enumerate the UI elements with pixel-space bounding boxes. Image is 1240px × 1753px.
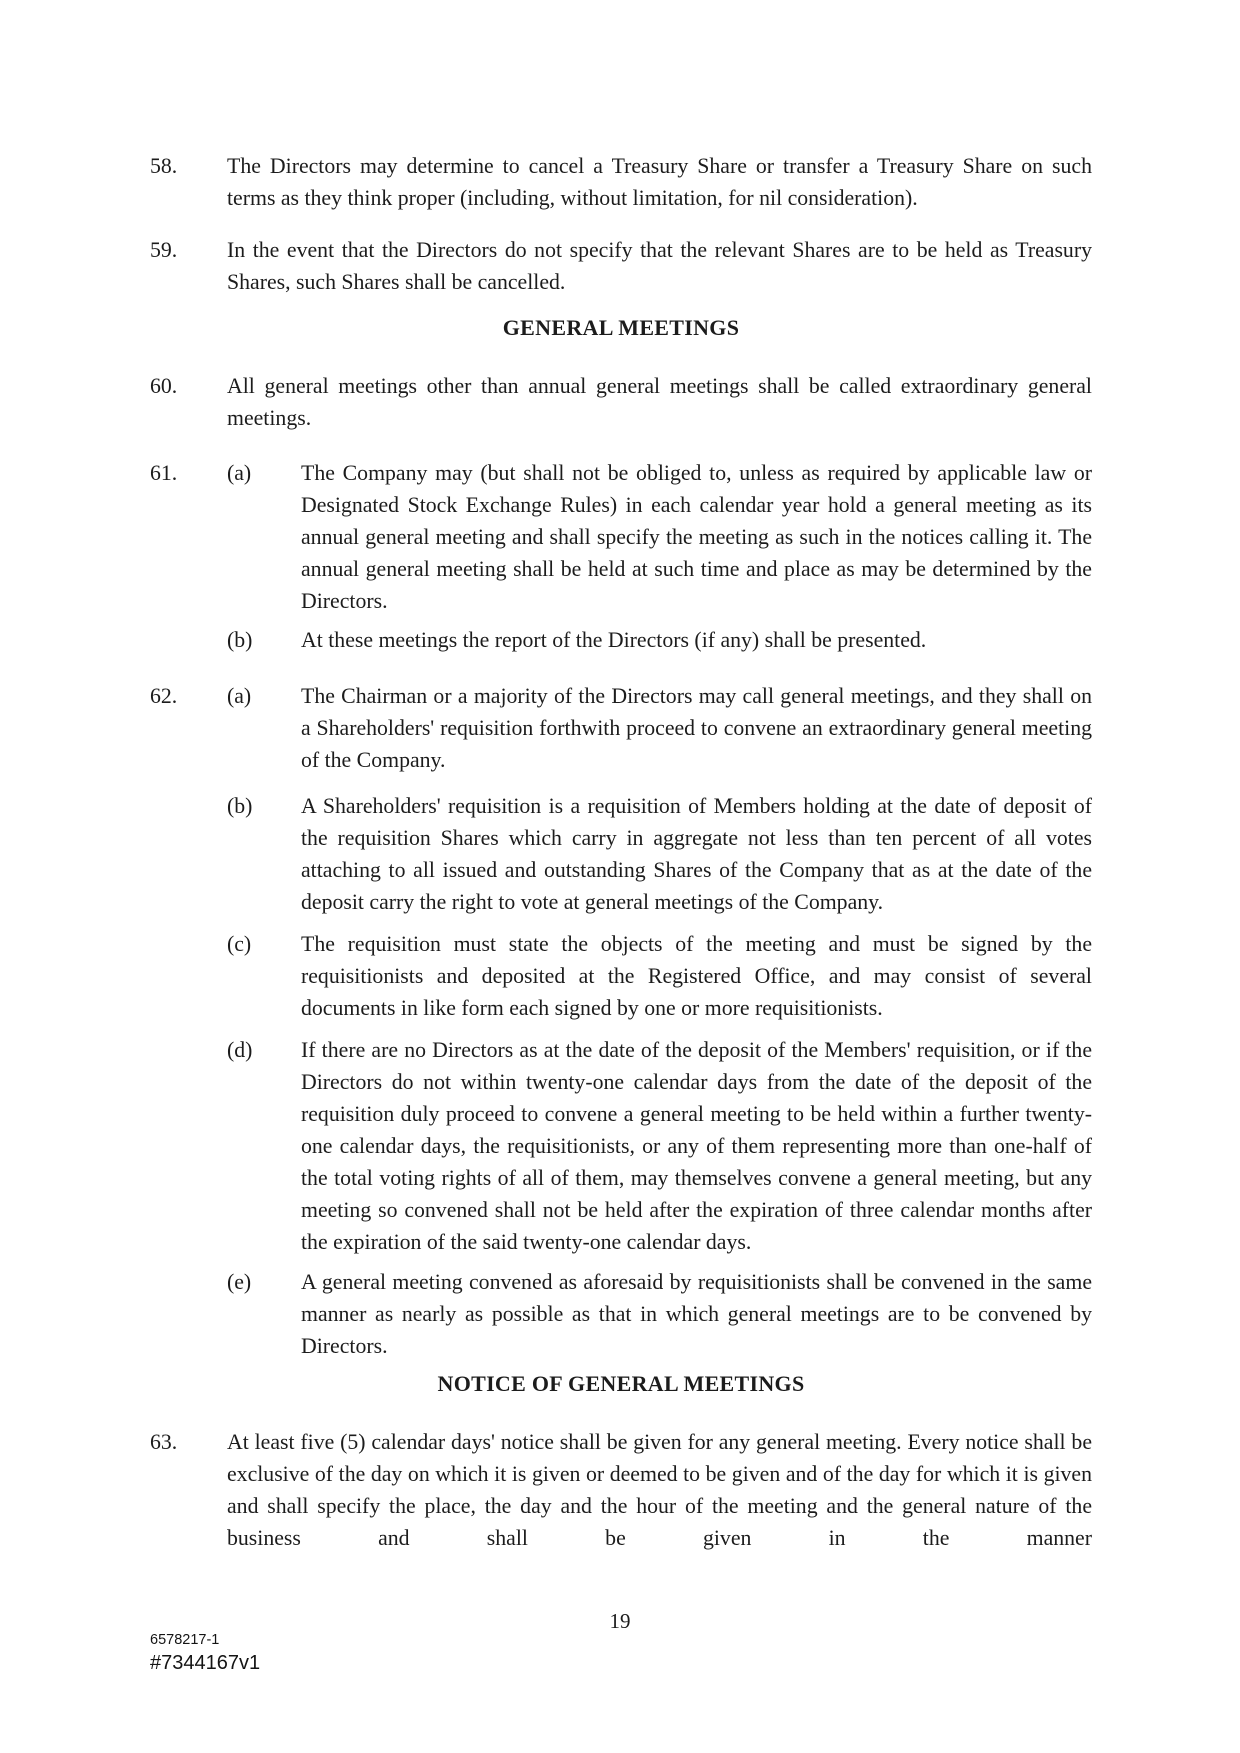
clause-59 — [150, 234, 1092, 298]
page-footer — [150, 1630, 260, 1676]
clause-61b-text: At these meetings the report of the Directors (if any) shall be presented. — [301, 628, 927, 652]
clause-60 — [150, 370, 1092, 434]
clause-59-text: In the event that the Directors do not specify that the relevant Shares are to be held as Treasury Shares, such Shares shall be cancelled. — [227, 238, 1092, 294]
page-number: 19 — [609, 1609, 631, 1633]
clause-63-number: 63. — [150, 1430, 178, 1454]
clause-61-number: 61. — [150, 461, 178, 485]
clause-62e — [150, 1266, 1092, 1362]
clause-62b — [150, 790, 1092, 918]
clause-61b — [150, 624, 1092, 656]
clause-61a — [150, 457, 1092, 617]
clause-62e-text: A general meeting convened as aforesaid by requisitionists shall be convened in the same manner as nearly as possible as that in which general meetings are to be convened by Directors. — [301, 1270, 1092, 1358]
clause-62d-text: If there are no Directors as at the date of the deposit of the Members' requisition, or if the Directors do not within twenty-one calendar days from the date of the deposit of the requisition duly proceed to convene a general meeting to be held within a further twenty-one calendar days, the requisitionists, or any of them representing more than one-half of the total voting rights of all of them, may themselves convene a general meeting, but any meeting so convened shall not be held after the expiration of three calendar months after the expiration of the said twenty-one calendar days. — [301, 1038, 1092, 1254]
clause-62-number: 62. — [150, 684, 178, 708]
clause-62e-letter: (e) — [227, 1270, 252, 1294]
footer-version-stamp: #7344167v1 — [150, 1652, 261, 1674]
clause-62a-letter: (a) — [227, 684, 252, 708]
clause-58-number: 58. — [150, 154, 178, 178]
clause-62c — [150, 928, 1092, 1024]
clause-62c-text: The requisition must state the objects of the meeting and must be signed by the requisitionists and deposited at the Registered Office, and may consist of several documents in like form each signed by one or more requisitionists. — [301, 932, 1092, 1020]
clause-58 — [150, 150, 1092, 214]
clause-62d — [150, 1034, 1092, 1258]
section-heading-general-meetings: GENERAL MEETINGS — [502, 315, 740, 340]
clause-62d-letter: (d) — [227, 1038, 253, 1062]
clause-60-text: All general meetings other than annual general meetings shall be called extraordinary general meetings. — [227, 374, 1092, 430]
clause-62b-text: A Shareholders' requisition is a requisition of Members holding at the date of deposit of the requisition Shares which carry in aggregate not less than ten percent of all votes attaching to all issued and outstanding Shares of the Company that as at the date of the deposit carry the right to vote at general meetings of the Company. — [301, 794, 1092, 914]
clause-62c-letter: (c) — [227, 932, 252, 956]
clause-60-number: 60. — [150, 374, 178, 398]
clause-62b-letter: (b) — [227, 794, 253, 818]
clause-61b-letter: (b) — [227, 628, 253, 652]
document-body — [150, 150, 1092, 1554]
clause-63 — [150, 1426, 1092, 1554]
clause-61a-text: The Company may (but shall not be obliged to, unless as required by applicable law or Designated Stock Exchange Rules) in each calendar year hold a general meeting as its annual general meeting and shall specify the meeting as such in the notices calling it. The annual general meeting shall be held at such time and place as may be determined by the Directors. — [301, 461, 1092, 613]
clause-63-text: At least five (5) calendar days' notice shall be given for any general meeting. Every notice shall be exclusive of the day on which it is given or deemed to be given and of the day for which it is given and shall specify the place, the day and the hour of the meeting and the general nature of the business and shall be given in the manner — [227, 1430, 1092, 1550]
section-heading-notice-of-general-meetings: NOTICE OF GENERAL MEETINGS — [437, 1371, 805, 1396]
clause-58-text: The Directors may determine to cancel a Treasury Share or transfer a Treasury Share on such terms as they think proper (including, without limitation, for nil consideration). — [227, 154, 1092, 210]
clause-62a — [150, 680, 1092, 776]
clause-59-number: 59. — [150, 238, 178, 262]
footer-document-reference: 6578217-1 — [150, 1632, 220, 1648]
clause-61a-letter: (a) — [227, 461, 252, 485]
clause-62a-text: The Chairman or a majority of the Directors may call general meetings, and they shall on a Shareholders' requisition forthwith proceed to convene an extraordinary general meeting of the Company. — [301, 684, 1092, 772]
